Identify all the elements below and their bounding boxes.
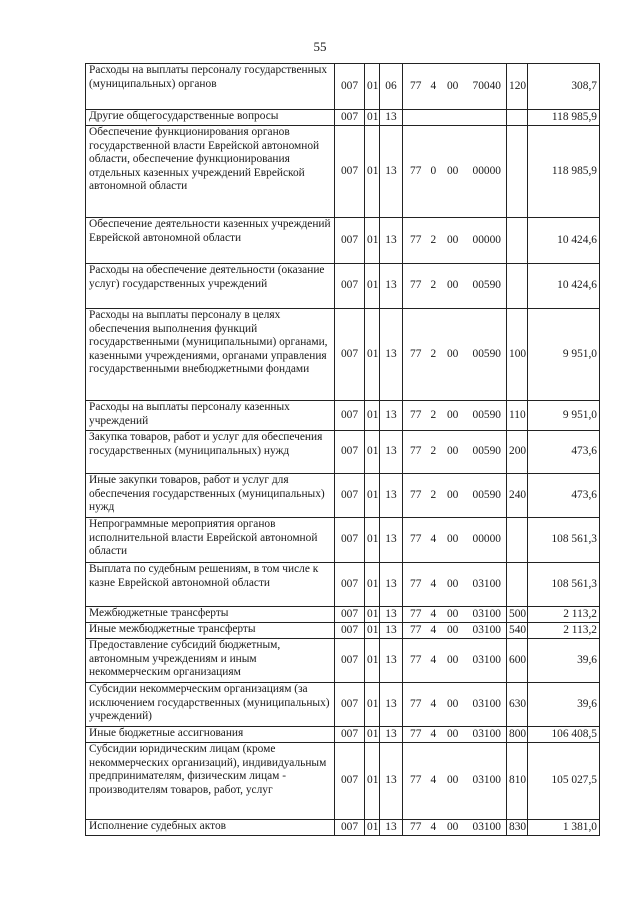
row-expense-type-code: 110 xyxy=(507,401,528,431)
row-name: Расходы на обеспечение деятельности (оказание услуг) государственных учреждений xyxy=(86,264,335,309)
target-code-part: 77 xyxy=(410,697,422,710)
row-ved-code: 007 xyxy=(335,563,365,607)
row-amount: 106 408,5 xyxy=(528,727,600,743)
row-section-code: 01 xyxy=(365,607,380,623)
row-amount: 9 951,0 xyxy=(528,401,600,431)
row-name: Расходы на выплаты персоналу казенных учреждений xyxy=(86,401,335,431)
target-code-part: 00590 xyxy=(472,488,501,501)
target-code-part: 2 xyxy=(430,445,437,458)
table-row xyxy=(86,126,600,218)
target-code-part: 03100 xyxy=(472,774,501,787)
row-ved-code: 007 xyxy=(335,820,365,836)
row-expense-type-code: 100 xyxy=(507,309,528,401)
table-row xyxy=(86,623,600,639)
row-expense-type-code: 120 xyxy=(507,64,528,110)
row-ved-code: 007 xyxy=(335,126,365,218)
target-code-part: 4 xyxy=(430,533,437,546)
target-code-part: 70040 xyxy=(472,79,501,92)
row-amount: 39,6 xyxy=(528,639,600,683)
target-code-part: 77 xyxy=(410,607,422,620)
row-ved-code: 007 xyxy=(335,474,365,518)
row-target-code xyxy=(403,401,507,431)
target-code-part: 4 xyxy=(430,820,437,833)
row-target-code xyxy=(403,727,507,743)
target-code-part: 03100 xyxy=(472,697,501,710)
row-ved-code: 007 xyxy=(335,518,365,563)
row-name: Расходы на выплаты персоналу в целях обеспечения выполнения функций государственными (муниципальными) органами, казенными учреждениями, органами управления государственными внебюджетными фондами xyxy=(86,309,335,401)
row-subsection-code: 13 xyxy=(380,727,403,743)
table-row xyxy=(86,110,600,126)
row-expense-type-code xyxy=(507,126,528,218)
row-expense-type-code: 830 xyxy=(507,820,528,836)
row-expense-type-code: 810 xyxy=(507,743,528,820)
target-code-part: 4 xyxy=(430,774,437,787)
target-code-part: 77 xyxy=(410,164,422,177)
row-target-code xyxy=(403,64,507,110)
row-expense-type-code: 200 xyxy=(507,431,528,474)
row-ved-code: 007 xyxy=(335,218,365,264)
row-section-code: 01 xyxy=(365,110,380,126)
row-section-code: 01 xyxy=(365,727,380,743)
target-code-part: 00 xyxy=(446,697,459,710)
target-code-part: 77 xyxy=(410,79,422,92)
target-code-part: 00000 xyxy=(472,164,501,177)
row-amount: 10 424,6 xyxy=(528,264,600,309)
target-code-part: 00 xyxy=(446,727,459,740)
target-code-part: 03100 xyxy=(472,727,501,740)
row-section-code: 01 xyxy=(365,264,380,309)
target-code-part: 2 xyxy=(430,233,437,246)
row-ved-code: 007 xyxy=(335,743,365,820)
row-name: Расходы на выплаты персоналу государственных (муниципальных) органов xyxy=(86,64,335,110)
table-row xyxy=(86,683,600,727)
target-code-part: 77 xyxy=(410,279,422,292)
target-code-part: 77 xyxy=(410,347,422,360)
target-code-part: 00 xyxy=(446,607,459,620)
target-code-part: 77 xyxy=(410,653,422,666)
row-section-code: 01 xyxy=(365,474,380,518)
row-ved-code: 007 xyxy=(335,639,365,683)
target-code-part: 4 xyxy=(430,79,437,92)
target-code-part: 00 xyxy=(446,774,459,787)
row-amount: 105 027,5 xyxy=(528,743,600,820)
row-amount: 39,6 xyxy=(528,683,600,727)
row-section-code: 01 xyxy=(365,126,380,218)
row-subsection-code: 13 xyxy=(380,474,403,518)
page-number: 55 xyxy=(313,39,327,54)
row-target-code xyxy=(403,218,507,264)
row-target-code xyxy=(403,563,507,607)
row-subsection-code: 13 xyxy=(380,623,403,639)
row-ved-code: 007 xyxy=(335,727,365,743)
target-code-part: 4 xyxy=(430,623,437,636)
target-code-part: 00 xyxy=(446,533,459,546)
row-name: Субсидии юридическим лицам (кроме некоммерческих организаций), индивидуальным предпринимателям, физическим лицам - производителям товаров, работ, услуг xyxy=(86,743,335,820)
row-name: Обеспечение функционирования органов государственной власти Еврейской автономной области, обеспечение функционирования отдельных казенных учреждений Еврейской автономной области xyxy=(86,126,335,218)
row-amount: 473,6 xyxy=(528,474,600,518)
row-amount: 9 951,0 xyxy=(528,309,600,401)
row-subsection-code: 13 xyxy=(380,683,403,727)
row-target-code xyxy=(403,743,507,820)
row-target-code xyxy=(403,474,507,518)
target-code-part: 77 xyxy=(410,408,422,421)
row-section-code: 01 xyxy=(365,563,380,607)
target-code-part: 2 xyxy=(430,408,437,421)
budget-table xyxy=(85,63,600,836)
target-code-part: 77 xyxy=(410,820,422,833)
row-section-code: 01 xyxy=(365,218,380,264)
table-row xyxy=(86,743,600,820)
row-amount: 2 113,2 xyxy=(528,607,600,623)
target-code-part: 00590 xyxy=(472,408,501,421)
target-code-part: 2 xyxy=(430,347,437,360)
row-name: Иные бюджетные ассигнования xyxy=(86,727,335,743)
row-expense-type-code: 630 xyxy=(507,683,528,727)
row-name: Иные межбюджетные трансферты xyxy=(86,623,335,639)
table-row xyxy=(86,401,600,431)
row-amount: 118 985,9 xyxy=(528,110,600,126)
target-code-part: 4 xyxy=(430,577,437,590)
target-code-part: 00 xyxy=(446,653,459,666)
row-target-code xyxy=(403,820,507,836)
target-code-part: 00 xyxy=(446,623,459,636)
row-subsection-code: 13 xyxy=(380,110,403,126)
row-expense-type-code: 240 xyxy=(507,474,528,518)
target-code-part: 03100 xyxy=(472,607,501,620)
table-row xyxy=(86,639,600,683)
table-row xyxy=(86,474,600,518)
target-code-part: 00 xyxy=(446,279,459,292)
row-amount: 1 381,0 xyxy=(528,820,600,836)
row-section-code: 01 xyxy=(365,64,380,110)
target-code-part: 00000 xyxy=(472,533,501,546)
row-expense-type-code xyxy=(507,218,528,264)
row-name: Обеспечение деятельности казенных учреждений Еврейской автономной области xyxy=(86,218,335,264)
row-expense-type-code: 600 xyxy=(507,639,528,683)
target-code-part: 00 xyxy=(446,577,459,590)
row-amount: 108 561,3 xyxy=(528,563,600,607)
row-target-code xyxy=(403,264,507,309)
target-code-part: 00 xyxy=(446,408,459,421)
target-code-part: 00590 xyxy=(472,279,501,292)
target-code-part: 00590 xyxy=(472,445,501,458)
row-target-code xyxy=(403,431,507,474)
row-name: Иные закупки товаров, работ и услуг для обеспечения государственных (муниципальных) нужд xyxy=(86,474,335,518)
target-code-part: 77 xyxy=(410,727,422,740)
row-ved-code: 007 xyxy=(335,309,365,401)
row-section-code: 01 xyxy=(365,639,380,683)
target-code-part: 00 xyxy=(446,820,459,833)
row-ved-code: 007 xyxy=(335,683,365,727)
row-subsection-code: 13 xyxy=(380,126,403,218)
target-code-part: 4 xyxy=(430,653,437,666)
row-subsection-code: 13 xyxy=(380,639,403,683)
row-ved-code: 007 xyxy=(335,110,365,126)
row-subsection-code: 13 xyxy=(380,518,403,563)
row-expense-type-code xyxy=(507,264,528,309)
target-code-part: 2 xyxy=(430,488,437,501)
target-code-part: 00 xyxy=(446,79,459,92)
row-subsection-code: 13 xyxy=(380,401,403,431)
target-code-part: 4 xyxy=(430,607,437,620)
table-row xyxy=(86,727,600,743)
target-code-part: 77 xyxy=(410,577,422,590)
target-code-part: 4 xyxy=(430,727,437,740)
row-expense-type-code: 500 xyxy=(507,607,528,623)
row-name: Предоставление субсидий бюджетным, автономным учреждениям и иным некоммерческим организациям xyxy=(86,639,335,683)
row-subsection-code: 13 xyxy=(380,563,403,607)
target-code-part: 77 xyxy=(410,533,422,546)
target-code-part: 00 xyxy=(446,164,459,177)
row-amount: 10 424,6 xyxy=(528,218,600,264)
row-section-code: 01 xyxy=(365,683,380,727)
row-name: Выплата по судебным решениям, в том числе к казне Еврейской автономной области xyxy=(86,563,335,607)
table-row xyxy=(86,64,600,110)
row-subsection-code: 13 xyxy=(380,264,403,309)
row-expense-type-code xyxy=(507,563,528,607)
target-code-part: 77 xyxy=(410,623,422,636)
row-expense-type-code: 540 xyxy=(507,623,528,639)
target-code-part: 03100 xyxy=(472,653,501,666)
row-section-code: 01 xyxy=(365,309,380,401)
row-target-code xyxy=(403,518,507,563)
row-target-code xyxy=(403,683,507,727)
row-subsection-code: 13 xyxy=(380,607,403,623)
row-expense-type-code xyxy=(507,110,528,126)
row-target-code xyxy=(403,607,507,623)
row-ved-code: 007 xyxy=(335,607,365,623)
row-subsection-code: 13 xyxy=(380,309,403,401)
row-section-code: 01 xyxy=(365,820,380,836)
row-name: Исполнение судебных актов xyxy=(86,820,335,836)
row-name: Межбюджетные трансферты xyxy=(86,607,335,623)
row-section-code: 01 xyxy=(365,401,380,431)
row-subsection-code: 06 xyxy=(380,64,403,110)
table-row xyxy=(86,563,600,607)
target-code-part: 77 xyxy=(410,445,422,458)
target-code-part: 03100 xyxy=(472,623,501,636)
row-target-code xyxy=(403,110,507,126)
row-subsection-code: 13 xyxy=(380,218,403,264)
row-ved-code: 007 xyxy=(335,401,365,431)
row-target-code xyxy=(403,639,507,683)
row-section-code: 01 xyxy=(365,743,380,820)
target-code-part: 03100 xyxy=(472,820,501,833)
row-target-code xyxy=(403,126,507,218)
target-code-part: 77 xyxy=(410,774,422,787)
target-code-part: 77 xyxy=(410,488,422,501)
table-row xyxy=(86,431,600,474)
target-code-part: 00 xyxy=(446,233,459,246)
row-section-code: 01 xyxy=(365,431,380,474)
target-code-part: 2 xyxy=(430,279,437,292)
row-section-code: 01 xyxy=(365,518,380,563)
table-row xyxy=(86,518,600,563)
row-name: Закупка товаров, работ и услуг для обеспечения государственных (муниципальных) нужд xyxy=(86,431,335,474)
target-code-part: 03100 xyxy=(472,577,501,590)
row-ved-code: 007 xyxy=(335,623,365,639)
target-code-part: 00590 xyxy=(472,347,501,360)
row-amount: 308,7 xyxy=(528,64,600,110)
target-code-part: 00 xyxy=(446,347,459,360)
target-code-part: 00 xyxy=(446,488,459,501)
table-row xyxy=(86,309,600,401)
row-ved-code: 007 xyxy=(335,64,365,110)
table-row xyxy=(86,607,600,623)
target-code-part: 4 xyxy=(430,697,437,710)
row-target-code xyxy=(403,623,507,639)
row-ved-code: 007 xyxy=(335,264,365,309)
row-amount: 2 113,2 xyxy=(528,623,600,639)
row-subsection-code: 13 xyxy=(380,820,403,836)
row-target-code xyxy=(403,309,507,401)
row-expense-type-code: 800 xyxy=(507,727,528,743)
row-amount: 108 561,3 xyxy=(528,518,600,563)
target-code-part: 77 xyxy=(410,233,422,246)
row-name: Непрограммные мероприятия органов исполнительной власти Еврейской автономной области xyxy=(86,518,335,563)
row-section-code: 01 xyxy=(365,623,380,639)
row-expense-type-code xyxy=(507,518,528,563)
table-row xyxy=(86,820,600,836)
table-row xyxy=(86,264,600,309)
target-code-part: 0 xyxy=(430,164,437,177)
row-subsection-code: 13 xyxy=(380,431,403,474)
target-code-part: 00000 xyxy=(472,233,501,246)
row-ved-code: 007 xyxy=(335,431,365,474)
row-amount: 473,6 xyxy=(528,431,600,474)
target-code-part: 00 xyxy=(446,445,459,458)
row-subsection-code: 13 xyxy=(380,743,403,820)
row-amount: 118 985,9 xyxy=(528,126,600,218)
table-row xyxy=(86,218,600,264)
row-name: Субсидии некоммерческим организациям (за исключением государственных (муниципальных) учреждений) xyxy=(86,683,335,727)
row-name: Другие общегосударственные вопросы xyxy=(86,110,335,126)
